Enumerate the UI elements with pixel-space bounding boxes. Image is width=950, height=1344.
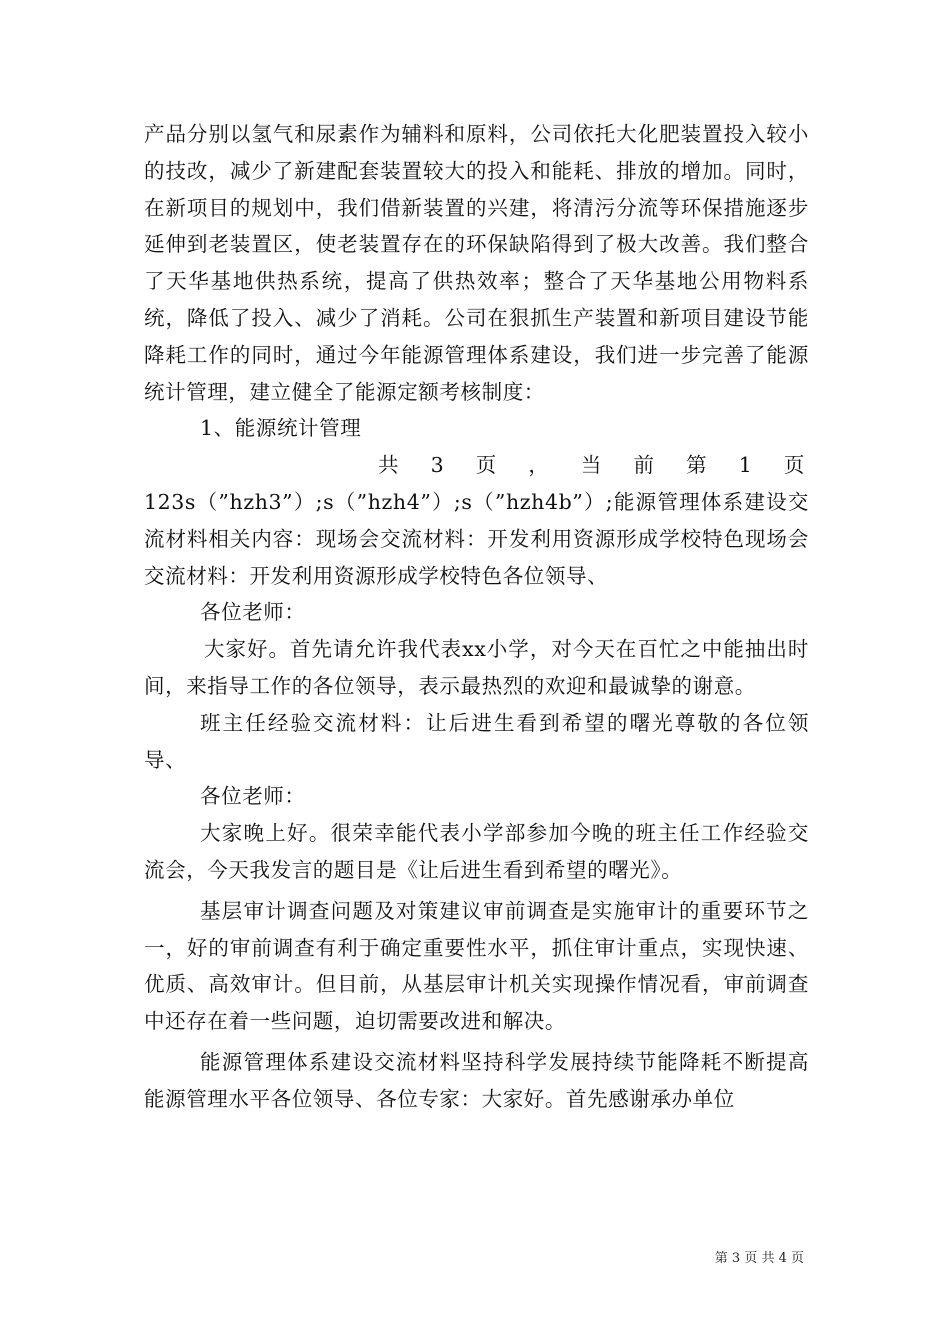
- paragraph-section-heading: 1、能源统计管理: [200, 416, 362, 441]
- paragraph-welcome: 大家好。首先请允许我代表xx小学，对今天在百忙之中能抽出时间，来指导工作的各位领导，表示最热烈的欢迎和最诚挚的谢意。: [144, 637, 809, 698]
- paragraph-greeting: 各位老师：: [200, 600, 306, 625]
- counter-word: 3: [430, 453, 445, 478]
- paragraph-audit: 基层审计调查问题及对策建议审前调查是实施审计的重要环节之一，好的审前调查有利于确定重要性水平，抓住审计重点，实现快速、优质、高效审计。但目前，从基层审计机关实现操作情况看，审前调查中还存在着一些问题，迫切需要改进和解决。: [144, 898, 809, 1034]
- paragraph-greeting-2: 各位老师：: [200, 784, 306, 809]
- counter-word: ，: [528, 453, 550, 478]
- counter-word: 第: [686, 453, 708, 478]
- document-body: [144, 116, 809, 1118]
- paragraph-teacher-title: 班主任经验交流材料：让后进生看到希望的曙光尊敬的各位领导、: [144, 710, 809, 772]
- counter-word: 前: [633, 453, 655, 478]
- page-footer: 第 3 页 共 4 页: [714, 1251, 804, 1266]
- counter-word: 当: [580, 453, 603, 478]
- paragraph-energy-intro: 产品分别以氢气和尿素作为辅料和原料，公司依托大化肥装置投入较小的技改，减少了新建配套装置较大的投入和能耗、排放的增加。同时，在新项目的规划中，我们借新装置的兴建，将清污分流等环保措施逐步延伸到老装置区，使老装置存在的环保缺陷得到了极大改善。我们整合了天华基地供热系统，提高了供热效率；整合了天华基地公用物料系统，降低了投入、减少了消耗。公司在狠抓生产装置和新项目建设节能降耗工作的同时，通过今年能源管理体系建设，我们进一步完善了能源统计管理，建立健全了能源定额考核制度：: [144, 122, 809, 404]
- counter-word: 1: [738, 453, 753, 478]
- inline-page-counter: [144, 447, 809, 484]
- counter-word: 页: [783, 453, 805, 478]
- paragraph-energy-closing: 能源管理体系建设交流材料坚持科学发展持续节能降耗不断提高能源管理水平各位领导、各位专家：大家好。首先感谢承办单位: [144, 1049, 809, 1111]
- paragraph-evening: 大家晚上好。很荣幸能代表小学部参加今晚的班主任工作经验交流会，今天我发言的题目是《让后进生看到希望的曙光》。: [144, 821, 809, 882]
- paragraph-code-snippet: 123s（”hzh3”）;s（”hzh4”）;s（”hzh4b”）;能源管理体系建设交流材料相关内容：现场会交流材料：开发利用资源形成学校特色现场会交流材料：开发利用资源形成学校特色各位领导、: [144, 489, 809, 588]
- counter-word: 页: [475, 453, 497, 478]
- counter-word: 共: [378, 453, 400, 478]
